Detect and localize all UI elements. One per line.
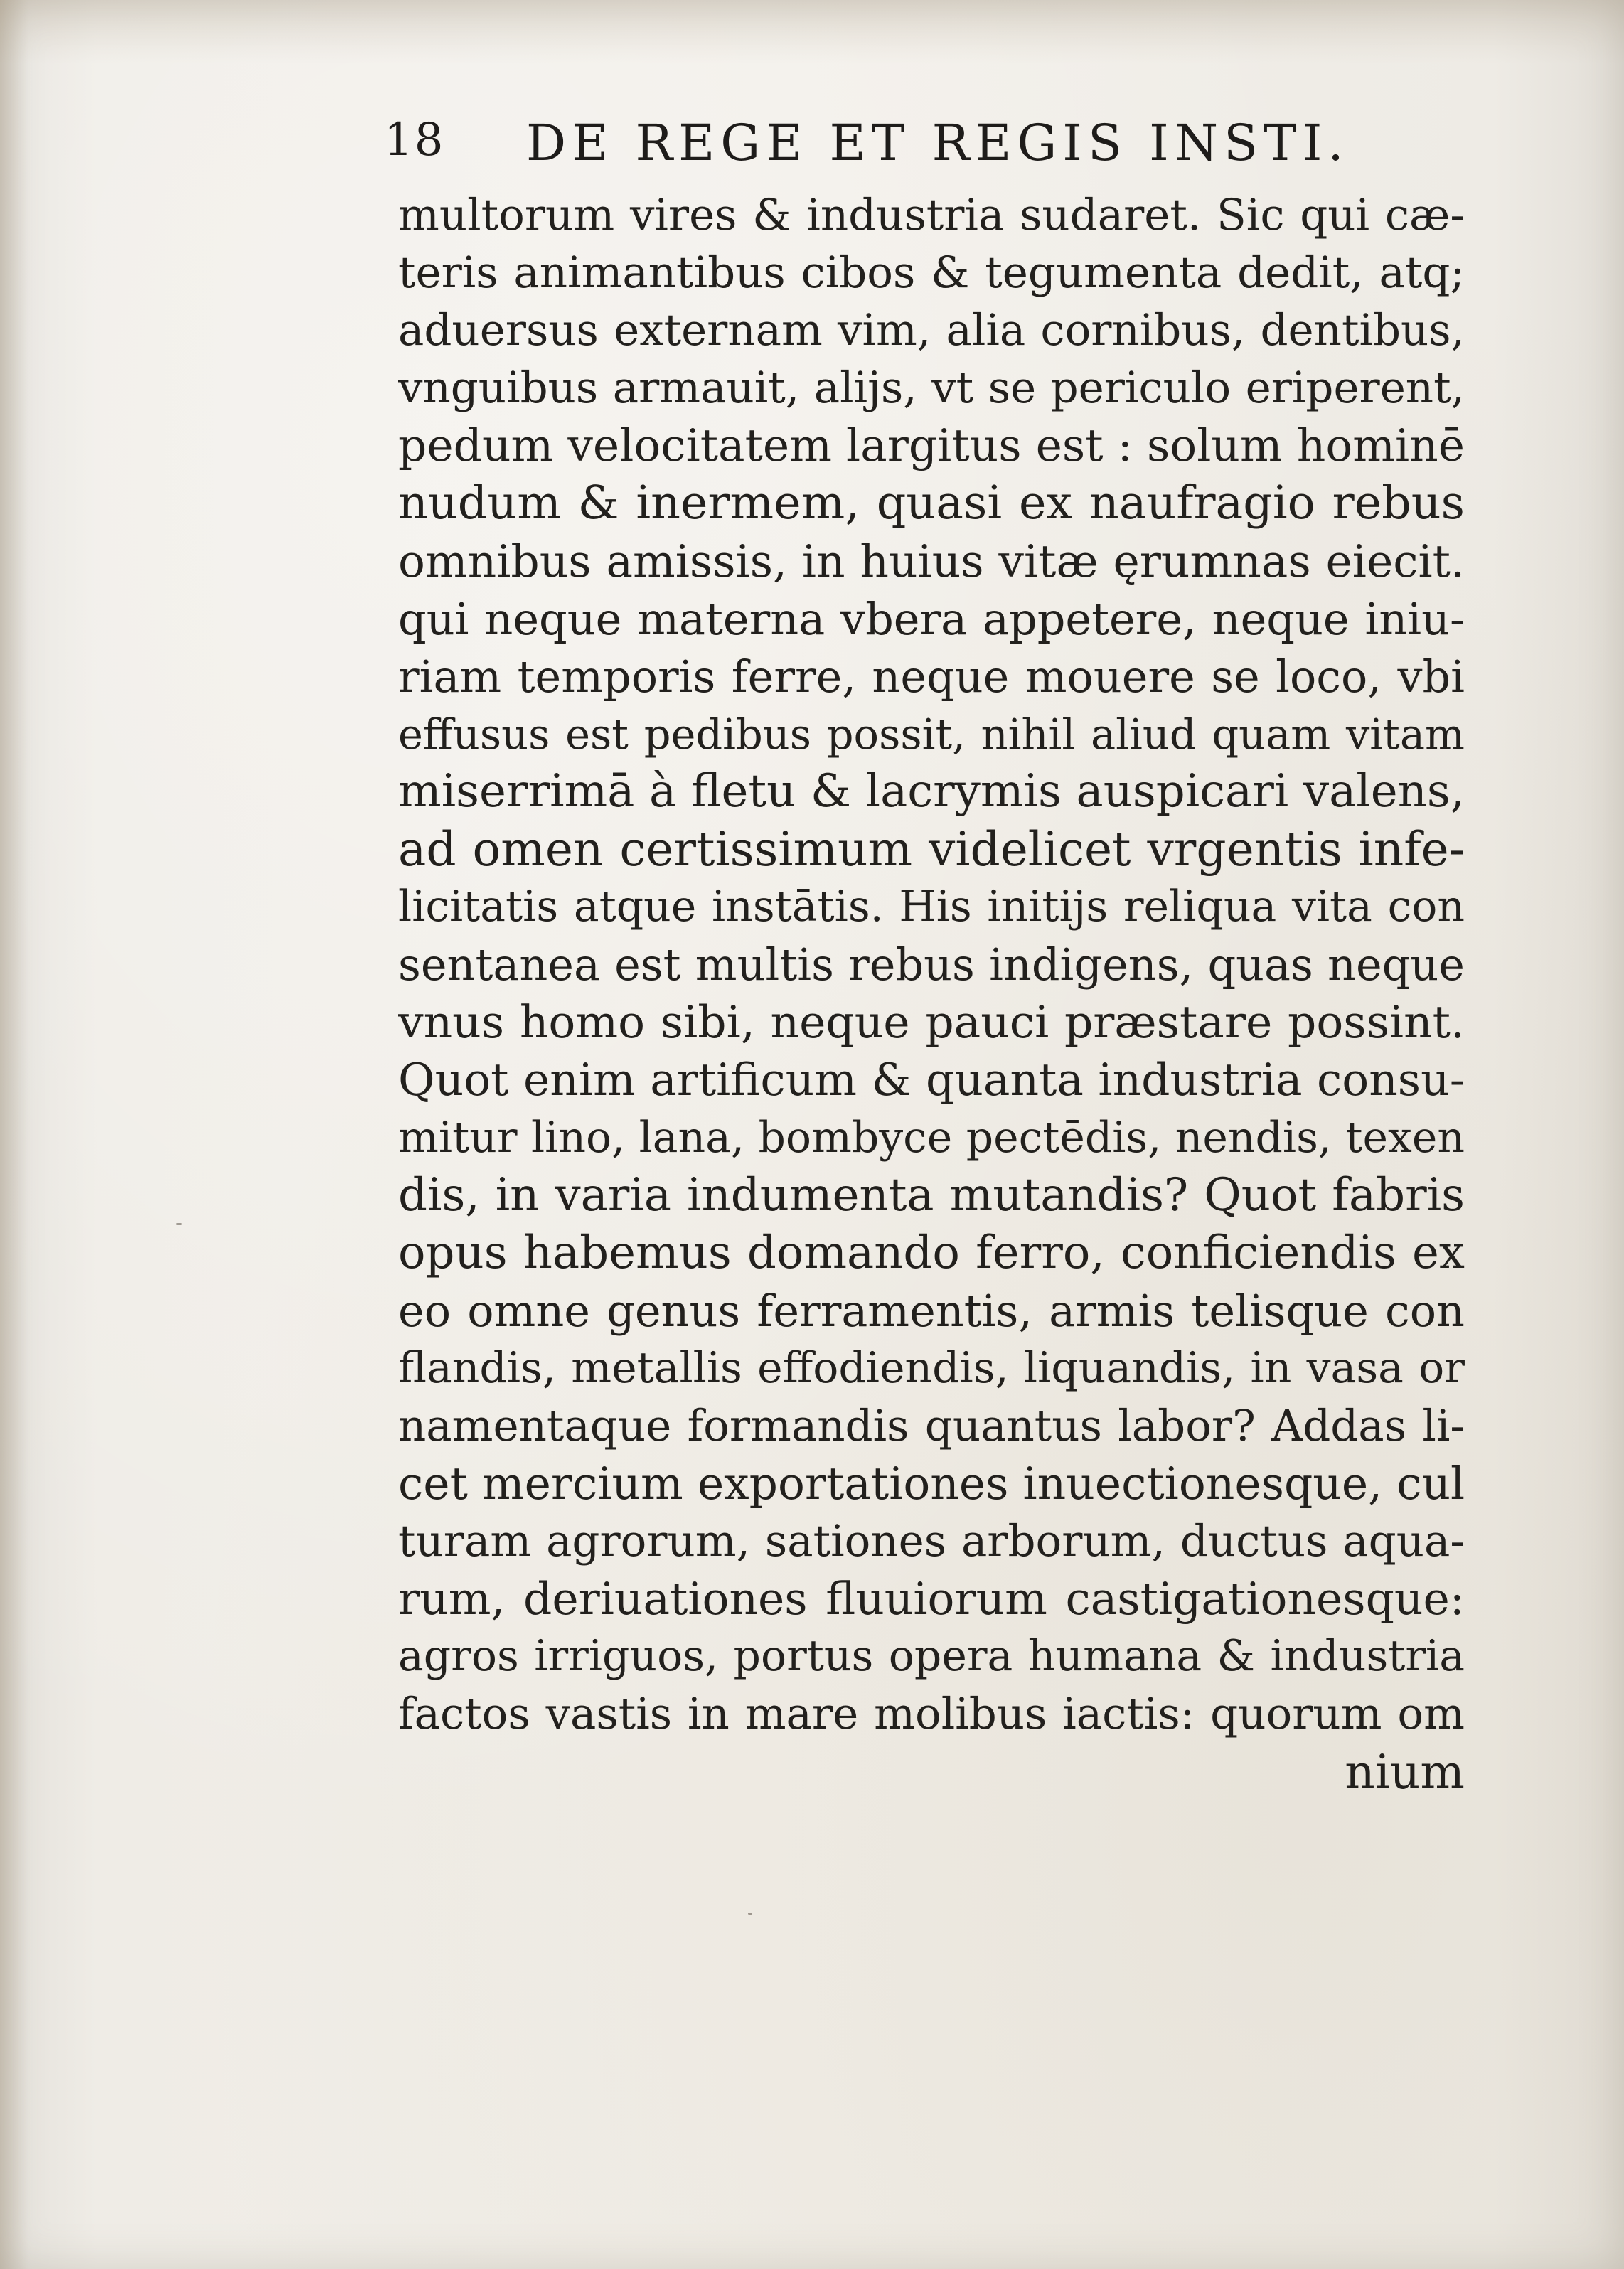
page-number: 18 xyxy=(384,114,445,166)
text-line: riam temporis ferre, neque mouere se loco, vbi xyxy=(398,650,1465,703)
running-head: DE REGE ET REGIS INSTI. xyxy=(526,114,1350,172)
text-line: flandis, metallis effodiendis, liquandis, in vasa or xyxy=(398,1342,1465,1393)
catchword: nium xyxy=(1345,1744,1465,1800)
paper-blemish xyxy=(748,1913,752,1915)
text-line: vnus homo sibi, neque pauci præstare possint. xyxy=(398,996,1465,1049)
text-line: eo omne genus ferramentis, armis telisque con xyxy=(398,1284,1465,1337)
text-line: cet mercium exportationes inuectionesque, cul xyxy=(398,1458,1465,1510)
page-header xyxy=(384,107,1479,185)
paper-blemish xyxy=(176,1223,182,1225)
text-line: ad omen certissimum videlicet vrgentis infe- xyxy=(398,822,1465,877)
text-line: pedum velocitatem largitus est : solum hominē xyxy=(398,420,1465,472)
text-line: miserrimā à fletu & lacrymis auspicari valens, xyxy=(398,764,1465,818)
text-line: nudum & inermem, quasi ex naufragio rebus xyxy=(398,476,1465,530)
text-line: sentanea est multis rebus indigens, quas neque xyxy=(398,939,1465,991)
text-line: teris animantibus cibos & tegumenta dedit, atq; xyxy=(398,247,1465,299)
text-line: vnguibus armauit, alijs, vt se periculo eriperent, xyxy=(398,363,1465,414)
text-line: namentaque formandis quantus labor? Addas li- xyxy=(398,1400,1465,1451)
text-line: factos vastis in mare molibus iactis: quorum om xyxy=(398,1689,1465,1740)
text-line: Quot enim artificum & quanta industria consu- xyxy=(398,1054,1465,1106)
text-line: opus habemus domando ferro, conficiendis ex xyxy=(398,1226,1465,1279)
text-line: mitur lino, lana, bombyce pectēdis, nendis, texen xyxy=(398,1112,1465,1163)
text-line: licitatis atque instātis. His initijs reliqua vita con xyxy=(398,882,1465,932)
text-line: turam agrorum, sationes arborum, ductus aqua- xyxy=(398,1516,1465,1567)
text-line: omnibus amissis, in huius vitæ ęrumnas eiecit. xyxy=(398,535,1465,587)
text-line: multorum vires & industria sudaret. Sic qui cæ- xyxy=(398,190,1465,240)
body-text xyxy=(398,186,1465,1801)
text-line: dis, in varia indumenta mutandis? Quot fabris xyxy=(398,1168,1465,1222)
text-line: agros irriguos, portus opera humana & industria xyxy=(398,1631,1465,1682)
text-line: qui neque materna vbera appetere, neque iniu- xyxy=(398,592,1465,645)
text-line: effusus est pedibus possit, nihil aliud quam vitam xyxy=(398,709,1465,759)
text-line: rum, deriuationes fluuiorum castigationesque: xyxy=(398,1573,1465,1625)
text-line: aduersus externam vim, alia cornibus, dentibus, xyxy=(398,305,1465,356)
